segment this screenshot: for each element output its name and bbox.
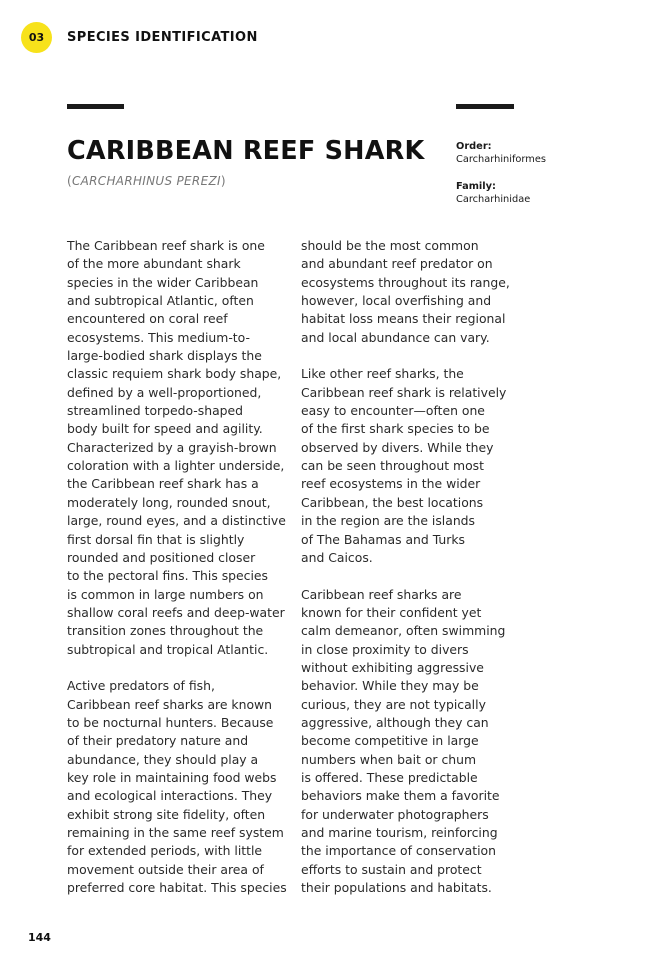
scientific-name	[67, 174, 226, 188]
body-text-line: their populations and habitats.	[301, 880, 492, 896]
scientific-name-open: (	[67, 174, 72, 188]
body-text-line: Characterized by a grayish-brown	[67, 439, 277, 455]
body-text-line: for extended periods, with little	[67, 843, 263, 859]
order-value: Carcharhiniformes	[456, 154, 546, 165]
body-text-line: large-bodied shark displays the	[67, 348, 262, 364]
page-number: 144	[28, 931, 51, 944]
body-text-line: can be seen throughout most	[301, 458, 484, 474]
body-text-line: calm demeanor, often swimming	[301, 623, 506, 639]
body-text-line: transition zones throughout the	[67, 623, 264, 639]
body-text-line: is common in large numbers on	[67, 586, 264, 602]
body-text-line: encountered on coral reef	[67, 311, 228, 327]
body-text-line: in close proximity to divers	[301, 641, 469, 657]
body-text-line: behaviors make them a favorite	[301, 788, 500, 804]
scientific-name-close: )	[220, 174, 226, 188]
body-text-line: coloration with a lighter underside,	[67, 458, 285, 474]
body-text-line: of the first shark species to be	[301, 421, 490, 437]
body-text-line: habitat loss means their regional	[301, 311, 506, 327]
body-text-line: reef ecosystems in the wider	[301, 476, 481, 492]
body-text-line: Active predators of fish,	[67, 678, 215, 694]
body-text-line: abundance, they should play a	[67, 751, 259, 767]
body-text-line: numbers when bait or chum	[301, 751, 477, 767]
chapter-badge	[21, 22, 52, 53]
family-label: Family:	[456, 181, 496, 192]
body-text-line: and marine tourism, reinforcing	[301, 825, 498, 840]
body-text-line: behavior. While they may be	[301, 678, 479, 694]
body-text-line: rounded and positioned closer	[67, 549, 256, 565]
scientific-name-text: CARCHARHINUS PEREZI	[71, 174, 221, 188]
body-text-line: exhibit strong site fidelity, often	[67, 806, 266, 822]
body-text-line: the importance of conservation	[301, 843, 496, 859]
body-text-line: observed by divers. While they	[301, 439, 494, 455]
body-text-line: The Caribbean reef shark is one	[67, 238, 265, 253]
body-text-line: moderately long, rounded snout,	[67, 494, 271, 510]
body-text-line: body built for speed and agility.	[67, 421, 263, 437]
body-text-line: preferred core habitat. This species	[67, 880, 287, 896]
body-text-line: the Caribbean reef shark has a	[67, 476, 259, 492]
body-text-line: known for their confident yet	[301, 604, 482, 620]
body-text-line: and subtropical Atlantic, often	[67, 293, 254, 309]
body-text-line: streamlined torpedo-shaped	[67, 403, 244, 419]
body-text-line: first dorsal fin that is slightly	[67, 531, 245, 547]
body-text-line: shallow coral reefs and deep-water	[67, 604, 285, 620]
body-text-line: Caribbean, the best locations	[301, 494, 484, 510]
body-text-line: efforts to sustain and protect	[301, 861, 482, 877]
body-text-line: of The Bahamas and Turks	[301, 531, 465, 547]
paragraph-gap	[301, 347, 533, 365]
paragraph-gap	[301, 567, 533, 585]
body-text-line: in the region are the islands	[301, 513, 475, 529]
body-text-line: Caribbean reef sharks are known	[67, 696, 273, 712]
order-label: Order:	[456, 141, 492, 152]
taxonomy-order	[456, 140, 546, 166]
page-title: CARIBBEAN REEF SHARK	[67, 136, 425, 166]
body-column-left	[67, 237, 292, 897]
body-text-line: of the more abundant shark	[67, 256, 241, 272]
body-text-line: ecosystems. This medium-to-	[67, 329, 250, 345]
body-column-right	[301, 237, 533, 897]
body-text-line: curious, they are not typically	[301, 696, 486, 712]
body-text-line: subtropical and tropical Atlantic.	[67, 641, 269, 657]
body-text-line: defined by a well-proportioned,	[67, 384, 262, 400]
section-title: SPECIES IDENTIFICATION	[67, 30, 258, 45]
body-text-line: aggressive, although they can	[301, 714, 489, 730]
body-text-line: become competitive in large	[301, 733, 479, 749]
body-text-line: and abundant reef predator on	[301, 256, 493, 272]
body-text-line: key role in maintaining food webs	[67, 769, 277, 785]
body-text-line: Caribbean reef sharks are	[301, 586, 462, 602]
body-text-line: easy to encounter—often one	[301, 403, 485, 419]
family-value: Carcharhinidae	[456, 194, 531, 205]
title-rule-left	[67, 104, 124, 109]
chapter-number: 03	[28, 31, 45, 44]
title-rule-right	[456, 104, 514, 109]
body-text-line: ecosystems throughout its range,	[301, 274, 510, 290]
body-text-line: large, round eyes, and a distinctive	[67, 513, 286, 529]
body-text-line: should be the most common	[301, 238, 479, 253]
body-text-line: to the pectoral fins. This species	[67, 568, 268, 584]
body-text-line: is offered. These predictable	[301, 769, 478, 785]
body-text-line: to be nocturnal hunters. Because	[67, 714, 274, 730]
body-text-line: Like other reef sharks, the	[301, 366, 464, 382]
body-text-line: remaining in the same reef system	[67, 825, 284, 840]
body-text-line: for underwater photographers	[301, 806, 489, 822]
body-text-line: however, local overfishing and	[301, 293, 492, 309]
body-text-line: and local abundance can vary.	[301, 329, 490, 345]
body-text-line: classic requiem shark body shape,	[67, 366, 282, 382]
body-text-line: of their predatory nature and	[67, 733, 249, 749]
paragraph-gap	[67, 659, 292, 677]
taxonomy-family	[456, 180, 530, 206]
body-text-line: and ecological interactions. They	[67, 788, 273, 804]
body-text-line: movement outside their area of	[67, 861, 264, 877]
body-text-line: without exhibiting aggressive	[301, 659, 484, 675]
body-text-line: Caribbean reef shark is relatively	[301, 384, 507, 400]
body-text-line: species in the wider Caribbean	[67, 274, 259, 290]
body-text-line: and Caicos.	[301, 549, 373, 565]
